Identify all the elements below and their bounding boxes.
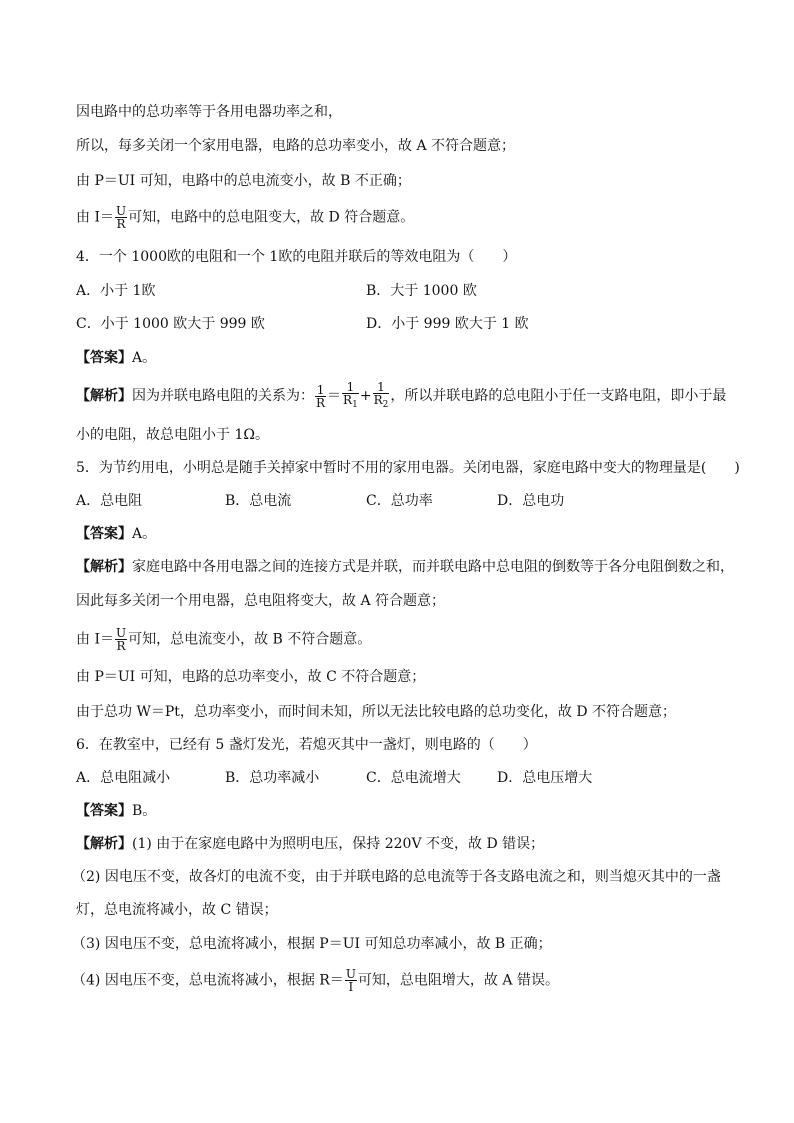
q6-analysis-line-5: （4) 因电压不变，总电流将减小，根据 R＝ $\frac{U}{I}$ 可知，总电阻增大，故 A 错误。 <box>72 967 559 994</box>
q5-analysis-line-1: 【解析】家庭电路中各用电器之间的连接方式是并联，而并联电路中总电阻的倒数等于各分电阻倒数之和， <box>76 559 734 575</box>
q5-stem: 5．为节约用电，小明总是随手关掉家中暂时不用的家用电器。关闭电器，家庭电路中变大的物理量是( ) <box>76 460 740 476</box>
q6-option-a: A．总电阻减小 <box>76 770 171 786</box>
fraction-1-over-r: $\frac{1}{R}$ <box>316 382 326 410</box>
intro-line-3: 由 P＝UI 可知，电路中的总电流变小，故 B 不正确； <box>76 173 411 189</box>
intro-line-1: 因电路中的总功率等于各用电器功率之和， <box>76 104 342 120</box>
fraction-1-over-r2: $\frac{1}{R_2}$ <box>373 380 389 410</box>
fraction-u-over-r: $\frac{U}{R}$ <box>115 204 127 231</box>
q5-analysis-line-5: 由于总功 W＝Pt，总功率变小，而时间未知，所以无法比较电路的总功变化，故 D 不符合题意； <box>76 704 677 720</box>
q6-analysis-line-2: （2) 因电压不变，故各灯的电流不变，由于并联电路的总电流等于各支路电流之和，则当熄灭其中的一盏 <box>72 869 721 885</box>
q5-option-a: A．总电阻 <box>76 493 143 509</box>
fraction-u-over-r: $\frac{U}{R}$ <box>115 626 127 653</box>
q5-analysis-line-3: 由 I＝ $\frac{U}{R}$ 可知，总电流变小，故 B 不符合题意。 <box>76 626 372 653</box>
q4-option-d: D．小于 999 欧大于 1 欧 <box>366 316 529 332</box>
q4-stem: 4．一个 1000欧的电阻和一个 1欧的电阻并联后的等效电阻为（ ） <box>76 249 517 265</box>
q5-answer: 【答案】A。 <box>76 526 157 542</box>
q6-option-b: B．总功率减小 <box>225 770 320 786</box>
q4-analysis-line-2: 小的电阻，故总电阻小于 1Ω。 <box>76 427 269 443</box>
fraction-1-over-r1: $\frac{1}{R_1}$ <box>343 380 358 410</box>
q5-option-c: C．总功率 <box>366 493 433 509</box>
q5-analysis-line-4: 由 P＝UI 可知，电路的总功率变小，故 C 不符合题意； <box>76 669 426 685</box>
q6-option-c: C．总电流增大 <box>366 770 461 786</box>
intro-line-2: 所以，每多关闭一个家用电器，电路的总功率变小，故 A 不符合题意； <box>76 138 516 154</box>
q4-analysis-line-1: 【解析】因为并联电路电阻的关系为： $\frac{1}{R}$ ＝ $\frac{1}{R_1}$ + $\frac{1}{R_2}$ ，所以并联电路的总电阻小于任一支路电阻，即小于最 <box>76 380 727 410</box>
q5-option-d: D．总电功 <box>497 493 565 509</box>
q4-option-a: A．小于 1欧 <box>76 283 156 299</box>
q6-analysis-line-1: 【解析】(1) 由于在家庭电路中为照明电压，保持 220V 不变，故 D 错误； <box>76 836 545 852</box>
q5-analysis-line-2: 因此每多关闭一个用电器，总电阻将变大，故 A 符合题意； <box>76 593 446 609</box>
fraction-u-over-i: $\frac{U}{I}$ <box>345 967 356 994</box>
q6-analysis-line-4: （3) 因电压不变，总电流将减小，根据 P＝UI 可知总功率减小，故 B 正确； <box>72 936 552 952</box>
q5-option-b: B．总电流 <box>225 493 292 509</box>
q6-answer: 【答案】B。 <box>76 803 157 819</box>
intro-line-4: 由 I＝ $\frac{U}{R}$ 可知，电路中的总电阻变大，故 D 符合题意。 <box>76 204 415 231</box>
q6-option-d: D．总电压增大 <box>497 770 593 786</box>
q4-option-b: B．大于 1000 欧 <box>366 283 477 299</box>
q6-analysis-line-3: 灯，总电流将减小，故 C 错误； <box>76 902 278 918</box>
q4-option-c: C．小于 1000 欧大于 999 欧 <box>76 316 265 332</box>
q6-stem: 6．在教室中，已经有 5 盏灯发光，若熄灭其中一盏灯，则电路的（ ） <box>76 737 537 753</box>
q4-answer: 【答案】A。 <box>76 350 157 366</box>
